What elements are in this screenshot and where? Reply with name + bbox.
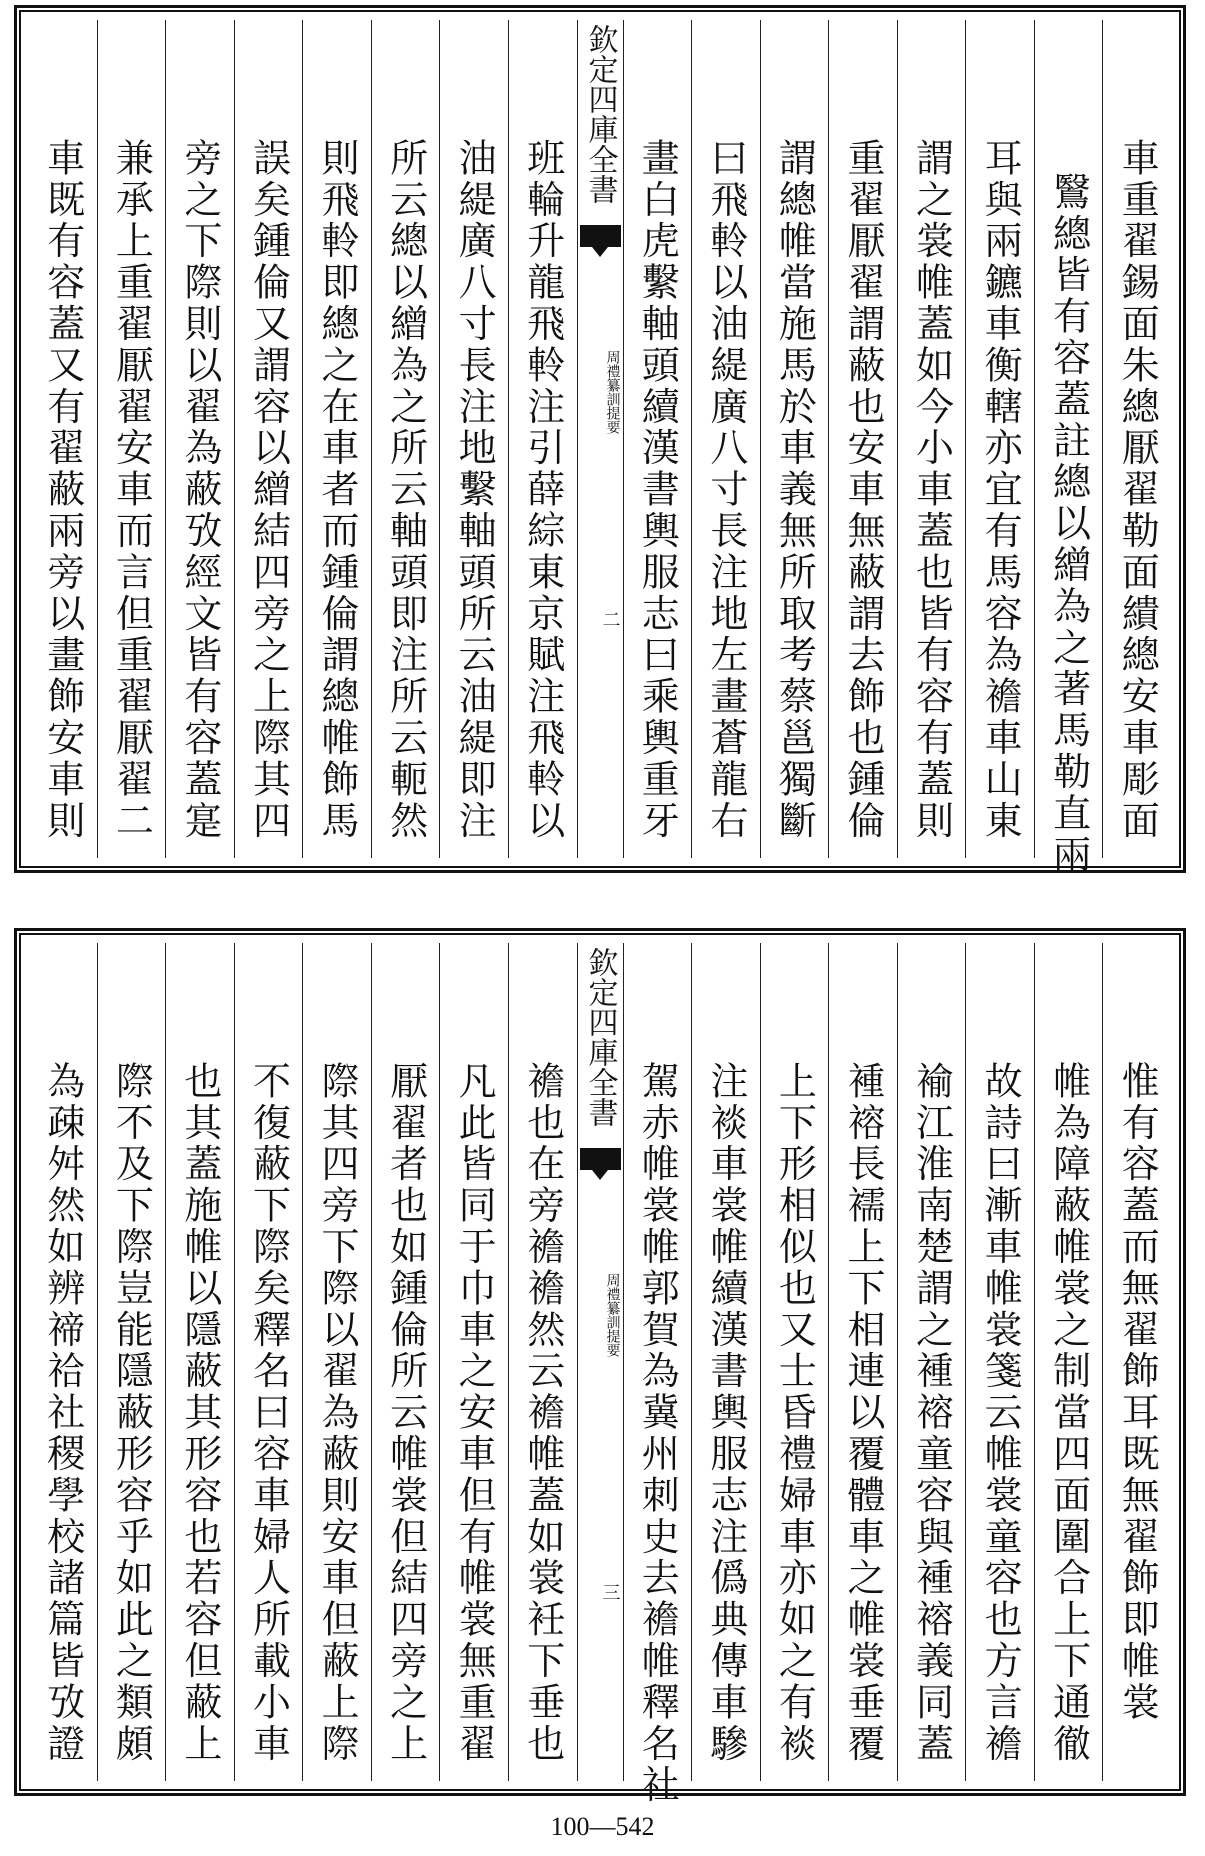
text-column [439,20,508,858]
book-title: 欽定四庫全書 [582,947,618,1127]
text-column [965,943,1034,1781]
column-text: 凡此皆同于巾車之安車但有帷裳無重翟 [452,1061,497,1765]
column-text: 際不及下際豈能隱蔽形容乎如此之類頗 [109,1061,154,1765]
text-column [371,20,440,858]
column-text: 褕江淮南楚謂之褈褣童容與褈褣義同蓋 [909,1061,954,1765]
text-column [302,943,371,1781]
lower-text-columns [29,943,1171,1807]
column-text: 褈褣長襦上下相連以覆體車之帷裳垂覆 [840,1061,885,1765]
fish-tail-mark [580,225,621,247]
column-text: 謂總帷當施馬於車義無所取考蔡邕獨斷 [772,138,817,842]
fish-tail-mark [580,1148,621,1170]
lower-page-frame [14,928,1186,1807]
center-fold-column [577,20,623,858]
column-text: 兼承上重翟厭翟安車而言但重翟厭翟二 [109,138,154,842]
text-column [1102,20,1171,858]
text-column [97,20,166,858]
upper-text-columns [29,20,1171,876]
column-text: 則飛軨即總之在車者而鍾倫謂總帷飾馬 [315,138,360,842]
text-column [897,20,966,858]
column-text: 駕赤帷裳帷郭賀為冀州刺史去襜帷釋名社 [635,1061,680,1807]
column-text: 畫白虎繫軸頭續漢書輿服志曰乘輿重牙 [635,138,680,842]
column-text: 也其蓋施帷以隱蔽其形容也若容但蔽上 [177,1061,222,1765]
column-text: 不復蔽下際矣釋名曰容車婦人所載小車 [246,1061,291,1765]
column-text: 車重翟錫面朱總厭翟勒面繢總安車彫面 [1115,138,1160,842]
column-text: 為疎舛然如辨禘祫社稷學校諸篇皆攷證 [40,1061,85,1765]
text-column [508,943,577,1781]
column-text: 謂之裳帷蓋如今小車蓋也皆有容有蓋則 [909,138,954,842]
column-text: 耳與兩鑣車衡轄亦宜有馬容為襜車山東 [978,138,1023,842]
text-column [29,20,97,858]
text-column [965,20,1034,858]
text-column [897,943,966,1781]
chapter-label: 周禮纂訓提要 [604,1273,621,1357]
center-fold-column [577,943,623,1781]
text-column [165,20,234,858]
column-text: 所云總以繒為之所云軸頭即注所云軛然 [383,138,428,842]
text-column [1034,943,1103,1781]
text-column [760,20,829,858]
column-text: 誤矣鍾倫又謂容以繒結四旁之上際其四 [246,138,291,842]
text-column [623,943,692,1807]
text-column [234,943,303,1781]
book-title: 欽定四庫全書 [582,24,618,204]
column-text: 際其四旁下際以翟為蔽則安車但蔽上際 [315,1061,360,1765]
column-text: 車既有容蓋又有翟蔽兩旁以畫飾安車則 [40,138,85,842]
text-column [165,943,234,1781]
upper-page-frame [14,5,1186,876]
text-column [1102,943,1171,1781]
column-text: 注裧車裳帷續漢書輿服志注僞典傳車驂 [703,1061,748,1765]
text-column [760,943,829,1781]
column-text: 故詩曰漸車帷裳箋云帷裳童容也方言襜 [978,1061,1023,1765]
text-column [97,943,166,1781]
text-column [508,20,577,858]
text-column [439,943,508,1781]
column-text: 油緹廣八寸長注地繫軸頭所云油緹即注 [452,138,497,842]
text-column [828,943,897,1781]
column-text: 厭翟者也如鍾倫所云帷裳但結四旁之上 [383,1061,428,1765]
chapter-label: 周禮纂訓提要 [604,350,621,434]
column-text: 帷為障蔽帷裳之制當四面圍合上下通徹 [1046,1061,1091,1765]
text-column [1034,20,1103,876]
text-column [691,943,760,1781]
column-text: 旁之下際則以翟為蔽攷經文皆有容蓋寔 [177,138,222,842]
text-column [302,20,371,858]
text-column [234,20,303,858]
column-text: 惟有容蓋而無翟飾耳既無翟飾即帷裳 [1115,1061,1160,1724]
text-column [691,20,760,858]
text-column [29,943,97,1781]
text-column [623,20,692,858]
column-text: 襜也在旁襜襜然云襜帷蓋如裳衽下垂也 [520,1061,565,1765]
column-text: 重翟厭翟謂蔽也安車無蔽謂去飾也鍾倫 [840,138,885,842]
page-number: 二 [599,610,621,628]
page-number: 三 [599,1583,621,1601]
column-text: 曰飛軨以油緹廣八寸長注地左畫蒼龍右 [703,138,748,842]
text-column [828,20,897,858]
column-text: 鷖總皆有容蓋註總以繒為之著馬勒直兩 [1046,172,1091,876]
column-text: 上下形相似也又士昏禮婦車亦如之有裧 [772,1061,817,1765]
column-text: 班輪升龍飛軨注引薛綜東京賦注飛軨以 [520,138,565,842]
page-footer-number: 100—542 [550,1812,655,1841]
text-column [371,943,440,1781]
